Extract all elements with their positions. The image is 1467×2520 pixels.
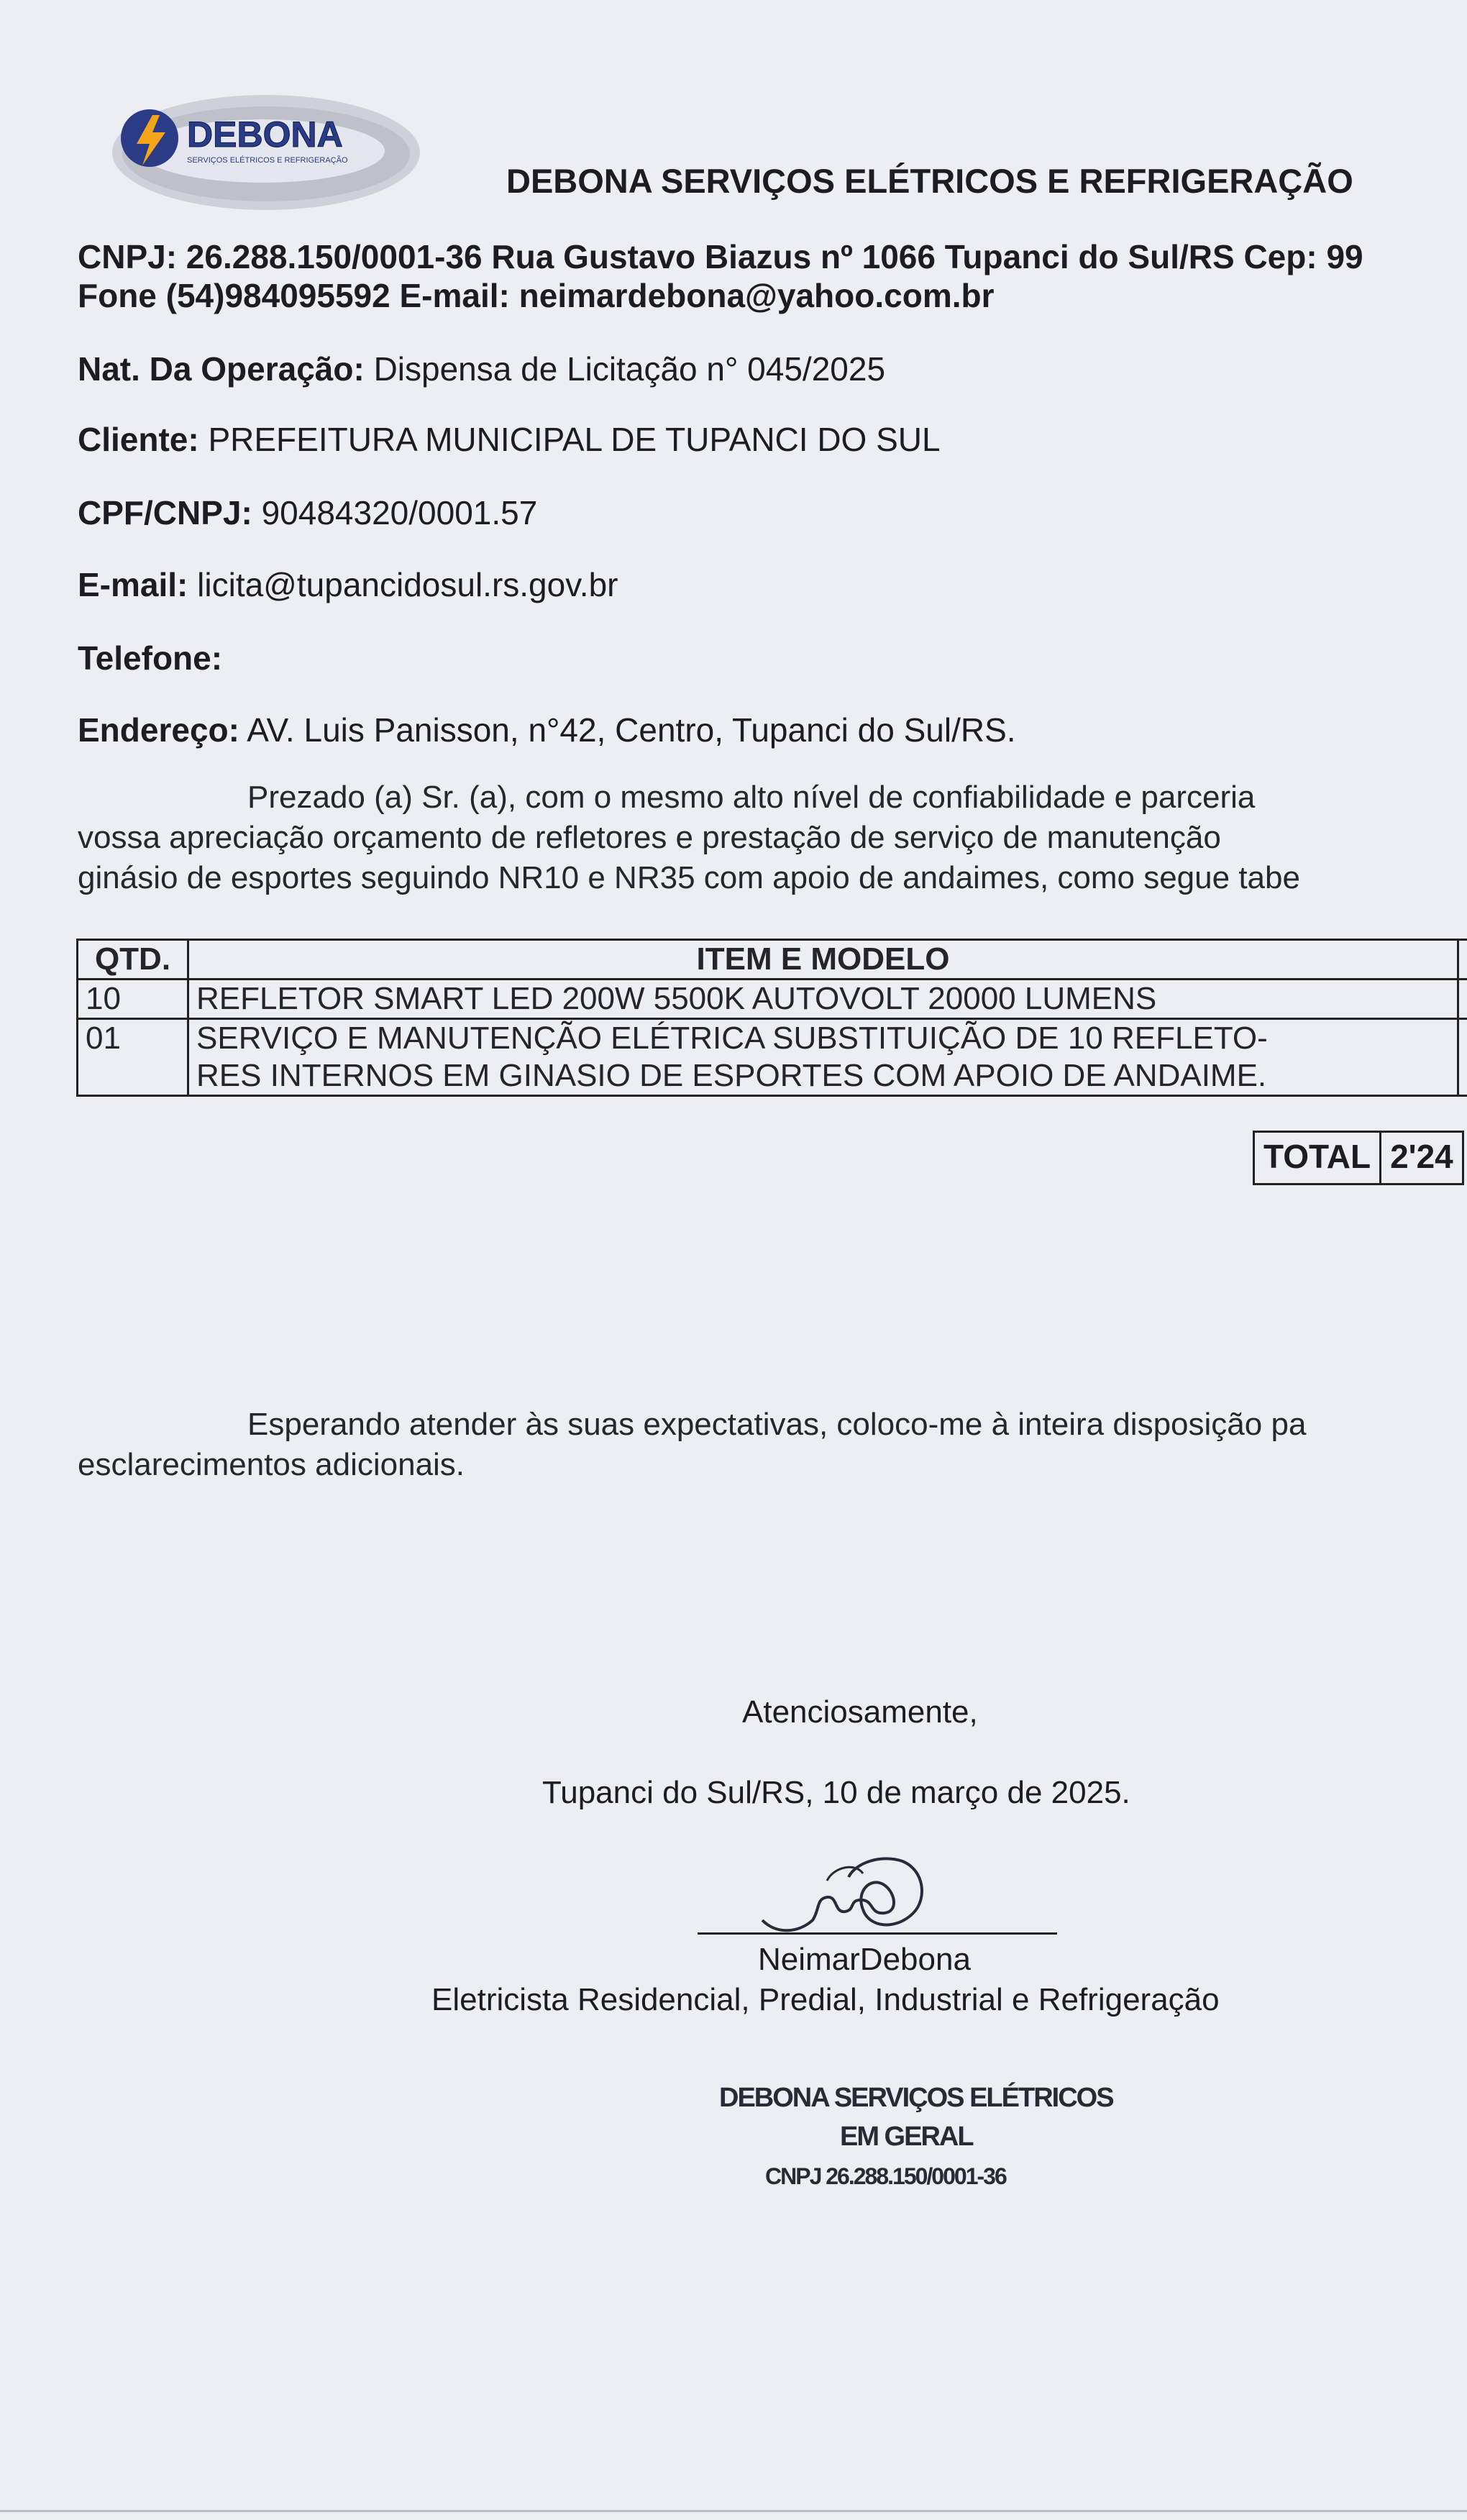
item-line: SERVIÇO E MANUTENÇÃO ELÉTRICA SUBSTITUIÇÃO DE 10 REFLETO- (196, 1021, 1268, 1056)
field-label: Cliente: (78, 421, 199, 458)
intro-line-2: vossa apreciação orçamento de refletores e prestação de serviço de manutenção (78, 820, 1221, 855)
svg-text:SERVIÇOS ELÉTRICOS E REFRIGERA: SERVIÇOS ELÉTRICOS E REFRIGERAÇÃO (187, 156, 348, 165)
header-item: ITEM E MODELO (188, 940, 1458, 980)
closing-line-1: Esperando atender às suas expectativas, coloco-me à inteira disposição pa (247, 1407, 1307, 1442)
signature-line (698, 1932, 1057, 1935)
intro-line-3: ginásio de esportes seguindo NR10 e NR35 com apoio de andaimes, como segue tabe (78, 860, 1300, 895)
cell-qtd: 01 (78, 1019, 188, 1096)
company-logo (108, 88, 424, 216)
table-header-row (78, 940, 1467, 980)
svg-text:DEBONA: DEBONA (187, 114, 343, 155)
field-value: PREFEITURA MUNICIPAL DE TUPANCI DO SUL (208, 421, 941, 458)
field-value: Dispensa de Licitação n° 045/2025 (373, 350, 886, 388)
table-row (78, 1019, 1467, 1096)
cell-item (188, 980, 1458, 1019)
item-line: REFLETOR SMART LED 200W 5500K AUTOVOLT 20000 LUMENS (196, 981, 1157, 1016)
header-cnpj-address: CNPJ: 26.288.150/0001-36 Rua Gustavo Biazus nº 1066 Tupanci do Sul/RS Cep: 99 (78, 238, 1363, 275)
total-box (1253, 1131, 1464, 1185)
field-label: Nat. Da Operação: (78, 350, 365, 388)
field-email (78, 565, 618, 604)
page-edge (0, 2510, 1467, 2512)
field-telefone (78, 639, 222, 677)
field-value: 90484320/0001.57 (261, 494, 538, 531)
total-label: TOTAL (1263, 1138, 1371, 1175)
total-value: 2'24 (1379, 1133, 1462, 1183)
cell-item (188, 1019, 1458, 1096)
signer-role: Eletricista Residencial, Predial, Industrial e Refrigeração (431, 1982, 1220, 2017)
field-label: E-mail: (78, 566, 188, 603)
field-endereco (78, 711, 1016, 749)
stamp-line-1: DEBONA SERVIÇOS ELÉTRICOS (719, 2083, 1113, 2113)
table-row (78, 980, 1467, 1019)
field-value: licita@tupancidosul.rs.gov.br (197, 566, 618, 603)
closing-line-2: esclarecimentos adicionais. (78, 1447, 465, 1482)
place-date: Tupanci do Sul/RS, 10 de março de 2025. (542, 1775, 1130, 1810)
header-contact: Fone (54)984095592 E-mail: neimardebona@yahoo.com.br (78, 277, 995, 314)
field-label: Telefone: (78, 639, 223, 677)
cell-extra (1458, 980, 1467, 1019)
field-value: AV. Luis Panisson, n°42, Centro, Tupanci do Sul/RS. (247, 711, 1016, 749)
item-line: RES INTERNOS EM GINASIO DE ESPORTES COM APOIO DE ANDAIME. (196, 1058, 1267, 1093)
field-cpf-cnpj (78, 493, 537, 532)
regards: Atenciosamente, (742, 1694, 978, 1730)
items-table (76, 939, 1467, 1097)
field-cliente (78, 420, 941, 459)
field-label: Endereço: (78, 711, 239, 749)
header-extra (1458, 940, 1467, 980)
signer-name: NeimarDebona (758, 1942, 971, 1977)
header-qtd: QTD. (78, 940, 188, 980)
field-label: CPF/CNPJ: (78, 494, 252, 531)
stamp-line-3: CNPJ 26.288.150/0001-36 (765, 2163, 1006, 2189)
intro-line-1: Prezado (a) Sr. (a), com o mesmo alto nível de confiabilidade e parceria (247, 780, 1256, 815)
field-operacao (78, 350, 885, 388)
cell-extra (1458, 1019, 1467, 1096)
stamp-line-2: EM GERAL (840, 2122, 973, 2152)
cell-qtd: 10 (78, 980, 188, 1019)
company-title: DEBONA SERVIÇOS ELÉTRICOS E REFRIGERAÇÃO (506, 162, 1353, 200)
